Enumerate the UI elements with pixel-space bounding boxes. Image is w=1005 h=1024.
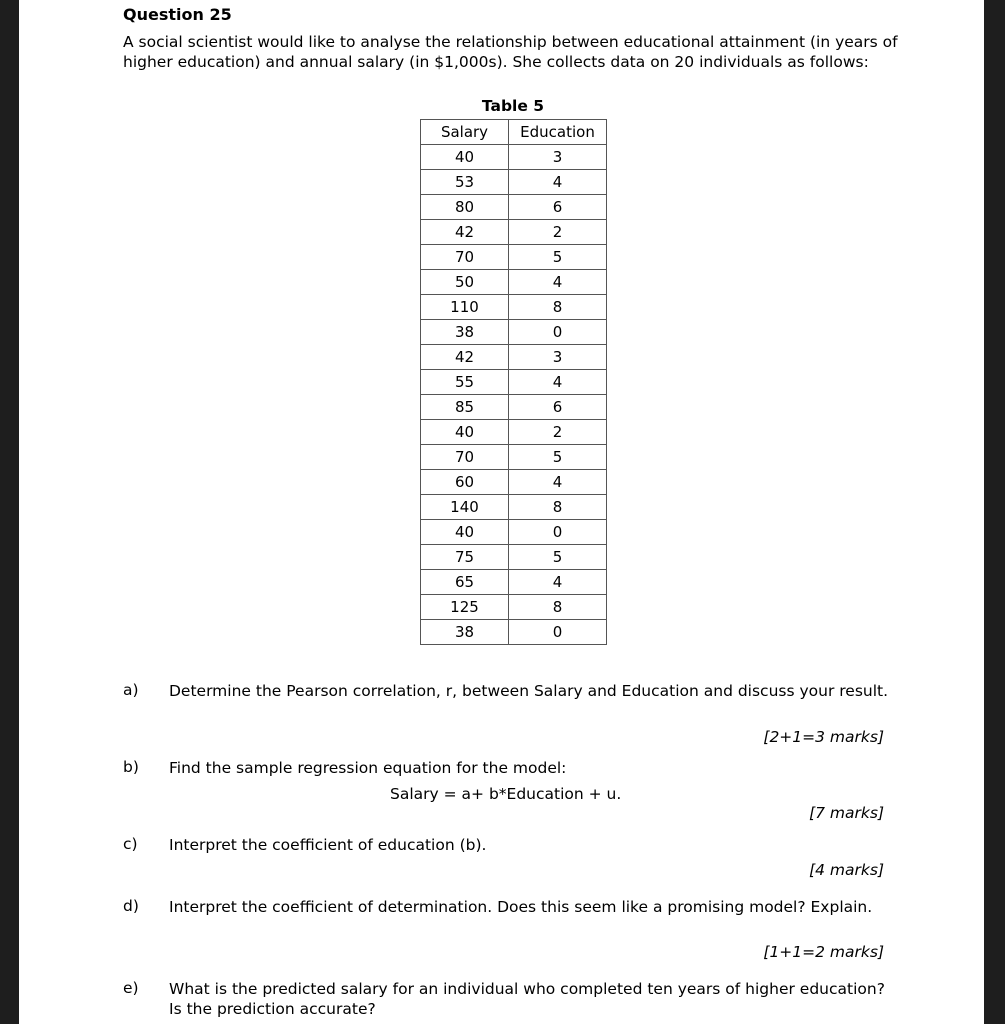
education-cell: 0	[509, 620, 607, 645]
education-cell: 5	[509, 245, 607, 270]
education-cell: 6	[509, 195, 607, 220]
table-row	[421, 245, 607, 270]
education-cell: 4	[509, 170, 607, 195]
salary-cell: 80	[421, 195, 509, 220]
education-cell: 8	[509, 595, 607, 620]
document-page	[19, 0, 984, 1024]
education-cell: 3	[509, 345, 607, 370]
data-table	[420, 119, 607, 645]
table-row	[421, 220, 607, 245]
salary-cell: 65	[421, 570, 509, 595]
table-row	[421, 620, 607, 645]
part-c-label: c)	[123, 835, 138, 853]
question-intro: A social scientist would like to analyse the relationship between educational attainment (in years of higher education) and annual salary (in $1,000s). She collects data on 20 individuals as follows:	[123, 33, 898, 71]
education-cell: 2	[509, 420, 607, 445]
salary-cell: 40	[421, 420, 509, 445]
salary-cell: 125	[421, 595, 509, 620]
part-c-text: Interpret the coefficient of education (b).	[169, 836, 487, 854]
part-d-text: Interpret the coefficient of determination. Does this seem like a promising model? Explain.	[169, 898, 873, 916]
table-row	[421, 320, 607, 345]
salary-cell: 110	[421, 295, 509, 320]
table-row	[421, 495, 607, 520]
education-cell: 2	[509, 220, 607, 245]
salary-cell: 38	[421, 620, 509, 645]
part-b-marks: [7 marks]	[809, 804, 884, 822]
education-cell: 4	[509, 370, 607, 395]
part-e-label: e)	[123, 979, 139, 997]
salary-cell: 70	[421, 445, 509, 470]
education-cell: 4	[509, 270, 607, 295]
salary-cell: 50	[421, 270, 509, 295]
education-cell: 4	[509, 470, 607, 495]
salary-cell: 75	[421, 545, 509, 570]
education-cell: 8	[509, 495, 607, 520]
table-row	[421, 445, 607, 470]
education-cell: 5	[509, 545, 607, 570]
education-cell: 6	[509, 395, 607, 420]
table-row	[421, 295, 607, 320]
table-caption: Table 5	[481, 97, 545, 115]
header-salary: Salary	[421, 120, 509, 145]
salary-cell: 140	[421, 495, 509, 520]
part-c-marks: [4 marks]	[809, 861, 884, 879]
table-row	[421, 470, 607, 495]
salary-cell: 38	[421, 320, 509, 345]
education-cell: 8	[509, 295, 607, 320]
table-row	[421, 270, 607, 295]
part-b-text: Find the sample regression equation for the model:	[169, 759, 567, 777]
salary-cell: 85	[421, 395, 509, 420]
salary-cell: 42	[421, 345, 509, 370]
table-row	[421, 395, 607, 420]
part-a-marks: [2+1=3 marks]	[763, 728, 884, 746]
table-row	[421, 195, 607, 220]
salary-cell: 60	[421, 470, 509, 495]
part-d-marks: [1+1=2 marks]	[763, 943, 884, 961]
part-a-text: Determine the Pearson correlation, r, between Salary and Education and discuss your result.	[169, 682, 889, 700]
table-row	[421, 145, 607, 170]
table-row	[421, 345, 607, 370]
part-d-label: d)	[123, 897, 139, 915]
salary-cell: 55	[421, 370, 509, 395]
education-cell: 0	[509, 320, 607, 345]
education-cell: 4	[509, 570, 607, 595]
question-title: Question 25	[123, 5, 232, 24]
part-e-text: What is the predicted salary for an individual who completed ten years of higher education? Is the prediction accurate?	[169, 980, 885, 1018]
education-cell: 5	[509, 445, 607, 470]
table-row	[421, 420, 607, 445]
table-row	[421, 370, 607, 395]
education-cell: 3	[509, 145, 607, 170]
header-education: Education	[509, 120, 607, 145]
salary-cell: 40	[421, 520, 509, 545]
table-row	[421, 595, 607, 620]
table-row	[421, 545, 607, 570]
salary-cell: 53	[421, 170, 509, 195]
table-row	[421, 520, 607, 545]
education-cell: 0	[509, 520, 607, 545]
part-b-label: b)	[123, 758, 139, 776]
part-a-label: a)	[123, 681, 139, 699]
table-row	[421, 170, 607, 195]
salary-cell: 42	[421, 220, 509, 245]
salary-cell: 70	[421, 245, 509, 270]
part-b-equation: Salary = a+ b*Education + u.	[390, 785, 622, 803]
table-row	[421, 570, 607, 595]
salary-cell: 40	[421, 145, 509, 170]
